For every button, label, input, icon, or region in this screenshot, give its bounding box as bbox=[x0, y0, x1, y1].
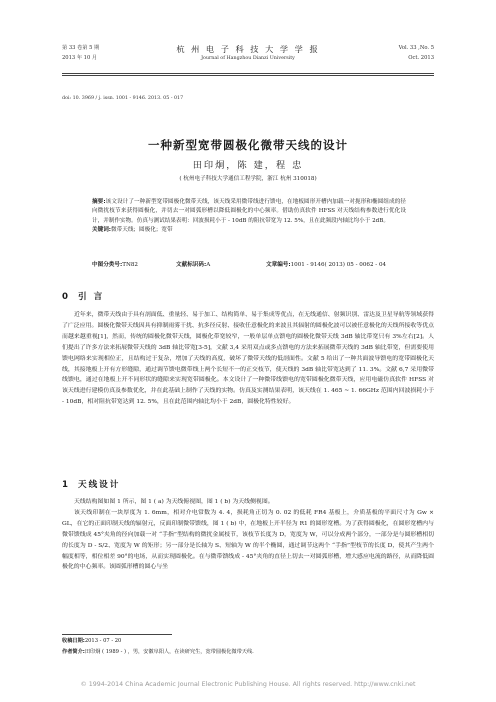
section-number: 1 bbox=[62, 480, 70, 490]
clc-label: 中图分类号: bbox=[92, 262, 123, 268]
received-date: 2013 - 07 - 20 bbox=[84, 638, 122, 644]
clc-value: TN82 bbox=[122, 262, 138, 268]
section-title: 引 言 bbox=[77, 292, 105, 302]
doc-code-value: A bbox=[206, 262, 211, 268]
doi: doi: 10. 3969 / j. issn. 1001 - 9146. 2013. 05 - 017 bbox=[62, 96, 184, 101]
volume-issue: 第 33 卷第 5 期 bbox=[62, 45, 100, 51]
author-note-label: 作者简介: bbox=[62, 648, 85, 655]
paper-title: 一种新型宽带圆极化微带天线的设计 bbox=[148, 138, 348, 152]
section-heading-design bbox=[62, 478, 120, 490]
abstract-block bbox=[92, 198, 406, 226]
header-right bbox=[399, 43, 434, 63]
issue-date-en: Oct. 2013 bbox=[408, 55, 434, 61]
design-paragraph: 该天线印制在一块厚度为 1. 6mm，相对介电常数为 4. 4，损耗角正切为 0. 02 的低耗 FR4 基板上，介质基板的平面尺寸为 Gw × GL，在它的正面印制天线的辐射元，反面印制微带馈线，图 1 ( b) 中，在地板上开半径为 R1 的圆形宽槽。为了获得圆极化，在圆形宽槽内与微带馈线成 45°夹角的径向加载一对 “手指”型结构的微扰金属枝节，该枝节长度为 D，宽度为 W，可以分成两个部分，一部分是与圆形槽相切的长度为 D - S/2、宽度为 W 的矩形；另一部分是长轴为 S、短轴为 W 的半个椭圆，通过调节这两个 “手指”型枝节的长度 D，使其产生两个幅度相等，相位相差 90°的电场，从而实现圆极化。在与微带馈线成 - 45°夹角的直径上切去一对圆弧形槽，增大感应电流的路径，从而降低圆极化的中心频率。该圆弧形槽的圆心与坐 bbox=[62, 509, 434, 571]
author-list: 田印炯，陈 建，程 忠 bbox=[192, 160, 304, 171]
volume-issue-en: Vol. 33 ,No. 5 bbox=[398, 45, 434, 51]
section-number: 0 bbox=[62, 292, 70, 302]
clc bbox=[92, 260, 138, 268]
author-note bbox=[62, 647, 434, 658]
footnotes bbox=[62, 636, 434, 658]
journal-name-en: Journal of Hangzhou Dianzi University bbox=[201, 56, 295, 61]
header-rule-thin bbox=[62, 75, 434, 76]
received-label: 收稿日期: bbox=[62, 638, 85, 644]
article-no bbox=[266, 260, 386, 268]
design-body bbox=[62, 497, 434, 573]
doc-code bbox=[176, 260, 210, 268]
section-heading-intro bbox=[62, 290, 104, 302]
abstract-label: 摘要: bbox=[92, 199, 106, 205]
abstract bbox=[92, 198, 406, 235]
affiliation: ( 杭州电子科技大学通信工程学院，浙江 杭州 310018) bbox=[179, 176, 317, 182]
keywords-label: 关键词: bbox=[92, 226, 112, 233]
keywords-text: 微带天线；圆极化；宽带 bbox=[111, 226, 173, 233]
journal-header bbox=[62, 43, 434, 71]
intro-paragraph: 近年来，微带天线由于具有剖面低、重量轻、易于加工、结构简单、易于集成等优点，在无线通信、射频识别、雷达及卫星导航等领域获得了广泛应用。圆极化微带天线因具有抑制雨雾干扰、抗多径反射、接收任意极化的来波且其辐射的圆极化波可以被任意极化的天线所接收等优点而越来越重视[1]，然而，传统的圆极化微带天线，圆极化带宽较窄，一般单层单点馈电的圆极化微带天线 3dB 轴比带宽只有 3%左右[2]。人们提出了许多方法来拓展微带天线的 3dB 轴比带宽[3-5]，文献 3,4 采用双点或多点馈电的方法来拓展微带天线的 3dB 轴比带宽，但需要使用馈电网络来实现相位正，且结构过于复杂，增加了天线的高度，破坏了微带天线的低剖面性。文献 5 给出了一种共面波导馈电的宽带圆极化天线，其接地板上开有方形缝隙，通过调节馈电微带线上两个长短不一的正交枝节，使天线的 3dB 轴比带宽达到了 11. 3%。文献 6,7 采用微带线馈电，通过在地板上开不同形状的缝隙来实现宽带圆极化。本文设计了一种微带线馈电的宽带圆极化微带天线，应用电磁仿真软件 HFSS 对该天线进行建模仿真及参数优化，并在此基础上制作了天线的实物。仿真及实测结果表明，该天线在 1. 465 ~ 1. 66GHz 范围内回波损耗小于 - 10dB，相对阻抗带宽达到 12. 5%，且在此范围内轴比均小于 2dB，圆极化特性较好。 bbox=[62, 312, 434, 406]
keywords-block bbox=[92, 226, 406, 235]
header-center bbox=[62, 43, 434, 63]
intro-body bbox=[62, 310, 434, 408]
section-title: 天线设计 bbox=[77, 480, 121, 490]
abstract-text: 该文设计了一种新型宽带圆极化微带天线，该天线采用微带线进行馈电，在地板圆形开槽内加载一对扼形和椭圆组成的径向微扰枝节来获得圆极化，并切去一对圆弧形槽以降低圆极化的中心频率。借助仿真软件 HFSS 对天线结构参数进行优化设计，并制作实物。仿真与测试结果表明：回波损耗小于 - 10dB 的阻抗带宽为 12. 5%，且在此频段内轴比均小于 2dB。 bbox=[92, 199, 406, 224]
copyright-watermark: © 1994-2014 China Academic Journal Electronic Publishing House. All rights reserved. http://www.cnki.net bbox=[80, 681, 416, 688]
article-no-label: 文章编号: bbox=[266, 262, 291, 268]
received-note bbox=[62, 636, 434, 647]
design-paragraph: 天线结构图如图 1 所示，图 1 ( a) 为天线俯视图，图 1 ( b) 为天线侧视图。 bbox=[74, 499, 274, 505]
article-no-value: 1001 - 9146( 2013) 05 - 0062 - 04 bbox=[290, 262, 387, 268]
footnote-rule bbox=[62, 634, 172, 635]
classification-row bbox=[92, 260, 406, 270]
journal-name-cn: 杭 州 电 子 科 技 大 学 学 报 bbox=[176, 44, 320, 54]
author-note-text: 田印炯 ( 1989 - ) ，男，安徽阜阳人，在读研究生，宽带圆极化微带天线. bbox=[84, 648, 254, 655]
doc-code-label: 文献标识码: bbox=[176, 262, 207, 268]
header-rule bbox=[62, 73, 434, 74]
issue-date: 2013 年 10 月 bbox=[62, 55, 98, 61]
